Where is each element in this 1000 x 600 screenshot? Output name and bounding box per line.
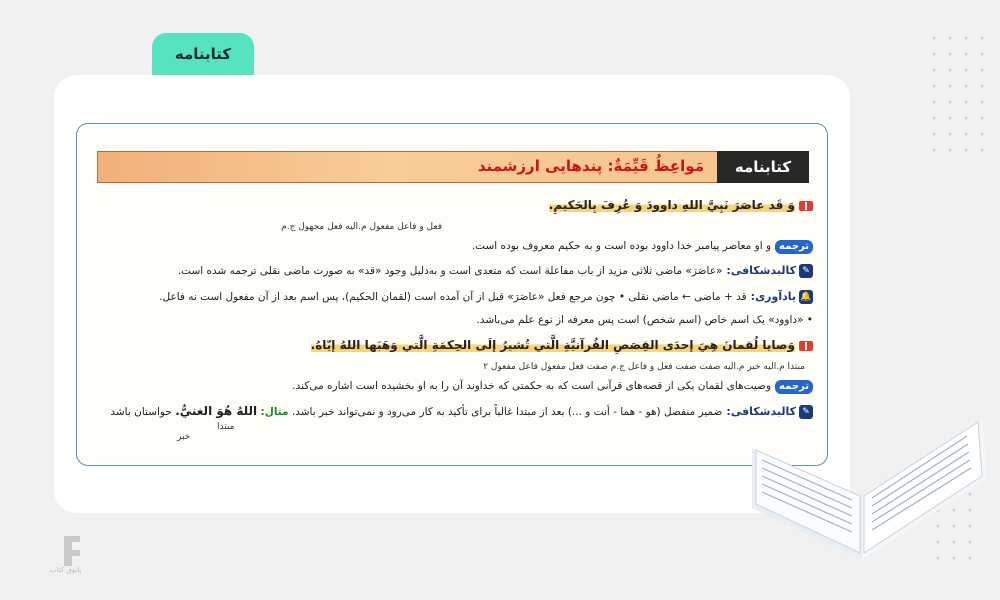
pen-icon: ✎	[799, 405, 813, 419]
grammar-labels-2: مبتدا م.اليه خبر م.اليه صفت صفت فعل و فاعل ج.م صفت فعل مفعول فاعل مفعول ۲	[483, 362, 805, 372]
remember-text: قد + ماضی ← ماضی نقلی • چون مرجع فعل «عاصَرَ» قبل از آن آمده است (لقمان الحكيم)، پس اسم بعد از آن مفعول است نه فاعل.	[159, 291, 747, 303]
arabic-text: وَ قَد عاصَرَ نَبِيَّ اللهِ داوودَ وَ عُرِفَ بِالحَكيمِ.	[548, 198, 795, 212]
explore-text: «عاصَرَ» ماضی ثلاثی مزید از باب مفاعلة است که متعدی است و به‌دلیل وجود «قد» به صورت ماضی نقلی ترجمه شده است.	[177, 265, 723, 277]
remember-label: یادآوری:	[750, 290, 796, 303]
pen-icon: ✎	[799, 264, 813, 278]
book-icon	[799, 201, 813, 211]
explore-label: کالبدشکافی:	[726, 264, 796, 277]
explore-text-2a: ضمیر منفصل (هو - هما - أنت و ...) بعد از مبتدا غالباً برای تأکید به کار می‌رود و نمی‌تواند خبر باشد.	[291, 406, 723, 418]
bell-icon: 🔔	[800, 292, 812, 302]
explore-label-2: کالبدشکافی:	[726, 405, 796, 418]
explore-text-2b: حواستان باشد	[110, 406, 172, 418]
open-book-illustration	[742, 388, 992, 563]
translation-text-2: وصیت‌های لقمان یکی از قصه‌های قرآنی است که به حکمتی که خداوند آن را به او بخشیده است اشاره می‌کند.	[292, 380, 772, 392]
book-title-tab: کتابنامه	[152, 33, 254, 75]
translation-line-1	[91, 240, 813, 254]
example-label: مثال:	[260, 406, 289, 418]
arabic-line-1	[91, 198, 813, 213]
book-icon	[799, 341, 813, 351]
arabic-text-2: وَصايا لُقمانَ هِيَ إحدَى القِصَصِ القُرآنيَّةِ الَّتي تُشيرُ إلَى الحِكمَةِ الَّتي وَهَبَها اللهُ إيّاهُ.	[310, 338, 795, 352]
banner-tag: کتابنامه	[717, 151, 809, 183]
explore-line-1	[91, 264, 813, 278]
example-text: اللهُ هُوَ الغنيُّ.	[175, 404, 258, 418]
note-text: • «داوود» یک اسم خاص (اسم شخص) است پس معرفه از نوع علم می‌باشد.	[476, 314, 813, 326]
translation-text: و او معاصر پیامبر خدا داوود بوده است و به حکیم معروف بوده است.	[471, 240, 772, 252]
lesson-banner	[97, 151, 809, 183]
label-khabar: خبر	[177, 432, 191, 442]
publisher-logo-text: پاتوق کتاب	[50, 566, 82, 574]
banner-title: مَواعِظُ قَيِّمَةٌ: پندهایی ارزشمند	[477, 157, 704, 175]
grammar-labels-1: فعل و فاعل مفعول م.اليه فعل مجهول ج.م	[281, 222, 442, 232]
decor-dots	[926, 30, 986, 160]
arabic-line-2	[91, 338, 813, 353]
translation-pill-2: ترجمه	[775, 380, 813, 394]
book-page-excerpt	[76, 123, 828, 466]
label-mobtada: مبتدا	[217, 422, 235, 432]
explore-line-2	[91, 404, 813, 419]
note-line	[91, 314, 813, 327]
translation-line-2	[91, 380, 813, 394]
remember-line	[91, 290, 813, 304]
translation-pill: ترجمه	[775, 240, 813, 254]
